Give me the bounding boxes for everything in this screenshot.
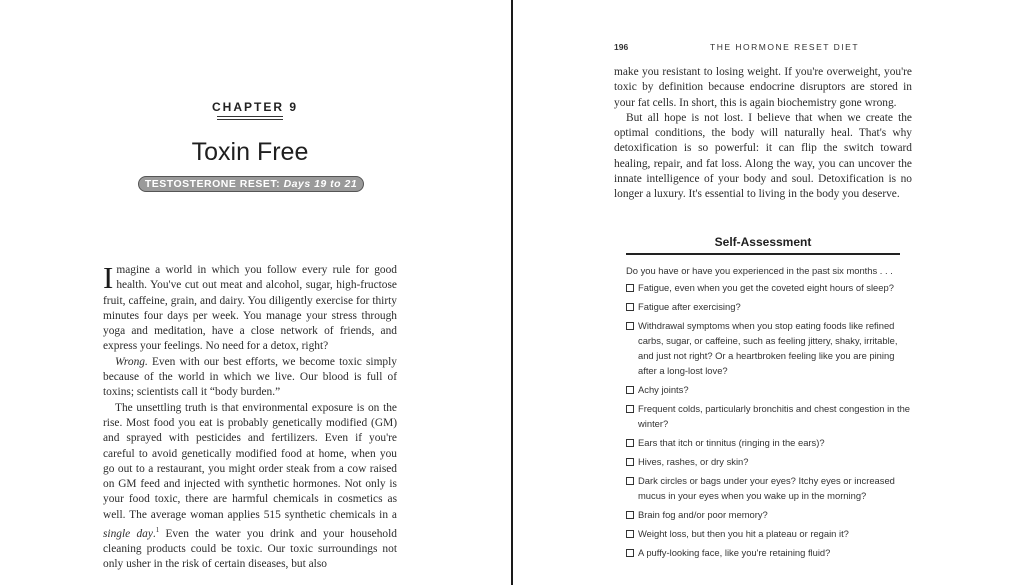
checkbox-icon[interactable]: [626, 511, 634, 519]
chapter-title: Toxin Free: [191, 138, 309, 166]
self-assessment-intro: Do you have or have you experienced in the past six months . . .: [626, 265, 893, 276]
checklist-item-text: Withdrawal symptoms when you stop eating foods like refined carbs, sugar, or caffeine, such as feeling jittery, shaky, irritable, and just not right? Or a heartbroken feeling like you are pining after a long-lost love?: [638, 320, 898, 376]
right-body-text: [614, 65, 912, 203]
checklist-item: [626, 526, 912, 541]
checkbox-icon[interactable]: [626, 303, 634, 311]
checklist-item-text: Weight loss, but then you hit a plateau or regain it?: [638, 528, 849, 539]
reset-days-badge: [138, 176, 364, 192]
self-assessment-rule: [626, 253, 900, 255]
checkbox-icon[interactable]: [626, 284, 634, 292]
checklist-item: [626, 545, 912, 560]
footnote-marker[interactable]: 1: [155, 526, 160, 535]
page-gutter: [511, 0, 513, 585]
badge-prefix: TESTOSTERONE RESET:: [144, 178, 284, 190]
paragraph-3-text-c: Even the water you drink and your household cleaning products could be toxic. Our toxic surroundings not only usher in the risk of certain diseases, but also: [103, 527, 397, 571]
checkbox-icon[interactable]: [626, 405, 634, 413]
checkbox-icon[interactable]: [626, 458, 634, 466]
checklist-item: [626, 299, 912, 314]
checklist-item: [626, 473, 912, 503]
checklist-item-text: Ears that itch or tinnitus (ringing in the ears)?: [638, 437, 825, 448]
paragraph-3-italic: single day: [103, 527, 153, 540]
checklist-item-text: Frequent colds, particularly bronchitis and chest congestion in the winter?: [638, 403, 911, 429]
paragraph-3-text-b: .: [152, 527, 156, 540]
checklist-item: [626, 318, 912, 378]
checkbox-icon[interactable]: [626, 322, 634, 330]
badge-days: Days 19 to 21: [283, 178, 358, 190]
paragraph-2-text: Even with our best efforts, we become toxic simply because of the world in which we live. Our blood is full of toxins; scientists call it “body burden.”: [103, 355, 397, 399]
right-paragraph-1: make you resistant to losing weight. If you're overweight, you're toxic by definition because endocrine disruptors are stored in your fat cells. In short, this is again biochemistry gone wrong.: [614, 66, 912, 109]
drop-cap: I: [103, 260, 114, 295]
chapter-rule-top: [217, 116, 283, 117]
checklist-item: [626, 280, 912, 295]
self-assessment-title: Self-Assessment: [714, 235, 812, 249]
paragraph-2: [103, 355, 397, 401]
checklist-item: [626, 382, 912, 397]
checklist-item-text: Brain fog and/or poor memory?: [638, 509, 768, 520]
checklist-item: [626, 435, 912, 450]
checklist-item: [626, 401, 912, 431]
paragraph-1-text: magine a world in which you follow every rule for good health. You've cut out meat and alcohol, sugar, high-fructose fruit, caffeine, grain, and dairy. You diligently exercise for thirty minutes four days per week. You manage your stress through yoga and meditation, have a close network of friends, and express your feelings. No need for a detox, right?: [103, 264, 397, 353]
checklist-item-text: Hives, rashes, or dry skin?: [638, 456, 749, 467]
self-assessment-list: [626, 263, 912, 564]
checkbox-icon[interactable]: [626, 530, 634, 538]
paragraph-2-italic: Wrong.: [115, 355, 148, 368]
checklist-item-text: Fatigue, even when you get the coveted eight hours of sleep?: [638, 282, 894, 293]
page-number: 196: [614, 42, 629, 52]
chapter-rule-bottom: [217, 119, 283, 120]
right-paragraph-2: But all hope is not lost. I believe that when we create the optimal conditions, the body will naturally heal. That's why detoxification is so powerful: it can flip the switch toward healing, repair, and fat loss. Along the way, you can uncover the innate intelligence of your body and soul. Detoxification is no longer a luxury. It's essential to living in the body you deserve.: [614, 111, 912, 201]
paragraph-1: [103, 260, 397, 355]
checkbox-icon[interactable]: [626, 386, 634, 394]
running-head: THE HORMONE RESET DIET: [710, 42, 860, 52]
checkbox-icon[interactable]: [626, 439, 634, 447]
checkbox-icon[interactable]: [626, 549, 634, 557]
chapter-label: CHAPTER 9: [211, 100, 298, 114]
checklist-item-text: Dark circles or bags under your eyes? Itchy eyes or increased mucus in your eyes when you wake up in the morning?: [638, 475, 895, 501]
checklist-item: [626, 507, 912, 522]
checklist-item-text: A puffy-looking face, like you're retaining fluid?: [638, 547, 831, 558]
checklist-item-text: Fatigue after exercising?: [638, 301, 741, 312]
paragraph-3: [103, 401, 397, 573]
checklist-item-text: Achy joints?: [638, 384, 689, 395]
paragraph-3-text-a: The unsettling truth is that environmental exposure is on the rise. Most food you eat is probably genetically modified (GM) and sprayed with pesticides and fertilizers. Even if you're careful to avoid genetically modified food at home, when you go out to a restaurant, you might order steak from a cow raised on GM feed and injected with synthetic hormones. Not only is your food toxic, there are harmful chemicals in cosmetics as well. The average woman applies 515 synthetic chemicals in a: [103, 401, 397, 521]
checklist-item: [626, 454, 912, 469]
checkbox-icon[interactable]: [626, 477, 634, 485]
left-body-text: [103, 260, 397, 573]
